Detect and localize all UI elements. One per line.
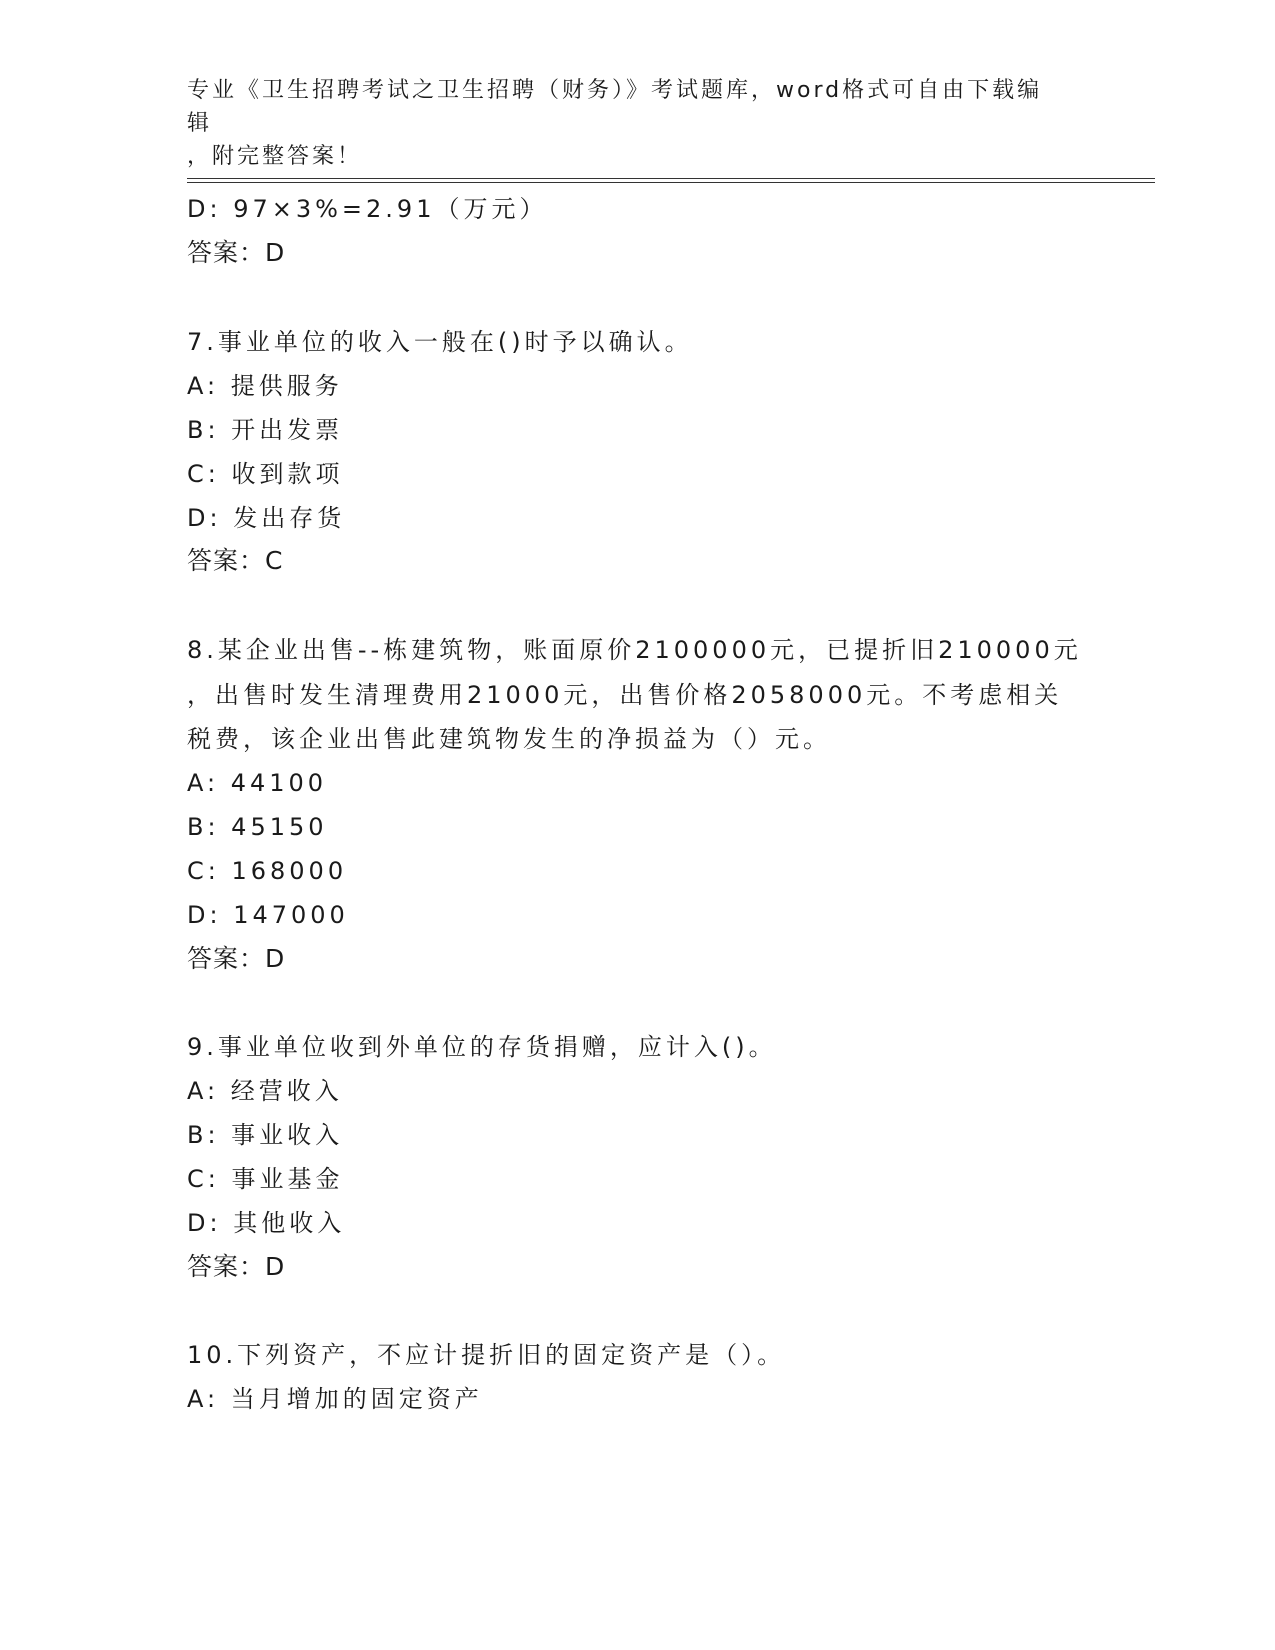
q7-option-b: B: 开出发票	[187, 416, 344, 444]
header-line-2: ，附完整答案！	[187, 144, 363, 169]
page-header	[187, 74, 1067, 173]
q8-answer: 答案：D	[187, 944, 286, 973]
header-divider-bottom	[187, 182, 1155, 183]
q8-option-d: D: 147000	[187, 901, 349, 929]
prev-answer: 答案：D	[187, 238, 286, 267]
q9-option-c: C: 事业基金	[187, 1165, 344, 1193]
q7-answer: 答案：C	[187, 546, 284, 575]
q7-option-a: A: 提供服务	[187, 372, 343, 400]
q9-stem: 9.事业单位收到外单位的存货捐赠，应计入()。	[187, 1033, 777, 1061]
q8-stem-line-2: ，出售时发生清理费用21000元，出售价格2058000元。不考虑相关	[187, 681, 1063, 709]
q9-option-a: A: 经营收入	[187, 1077, 343, 1105]
q9-answer: 答案：D	[187, 1252, 286, 1281]
q7-stem: 7.事业单位的收入一般在()时予以确认。	[187, 328, 693, 356]
q10-stem: 10.下列资产，不应计提折旧的固定资产是（）。	[187, 1341, 786, 1369]
q8-option-a: A: 44100	[187, 769, 328, 797]
q8-option-b: B: 45150	[187, 813, 328, 841]
prev-option-d: D: 97×3%=2.91（万元）	[187, 195, 548, 223]
q8-stem-line-3: 税费，该企业出售此建筑物发生的净损益为（）元。	[187, 725, 831, 753]
q9-option-d: D: 其他收入	[187, 1209, 346, 1237]
q7-option-c: C: 收到款项	[187, 460, 344, 488]
header-line-1: 专业《卫生招聘考试之卫生招聘（财务）》考试题库，word格式可自由下载编辑	[187, 78, 1043, 136]
header-divider-top	[187, 178, 1155, 179]
q8-stem-line-1: 8.某企业出售--栋建筑物，账面原价2100000元，已提折旧210000元	[187, 636, 1082, 664]
q9-option-b: B: 事业收入	[187, 1121, 344, 1149]
q10-option-a: A: 当月增加的固定资产	[187, 1385, 483, 1413]
q8-option-c: C: 168000	[187, 857, 348, 885]
q7-option-d: D: 发出存货	[187, 504, 346, 532]
